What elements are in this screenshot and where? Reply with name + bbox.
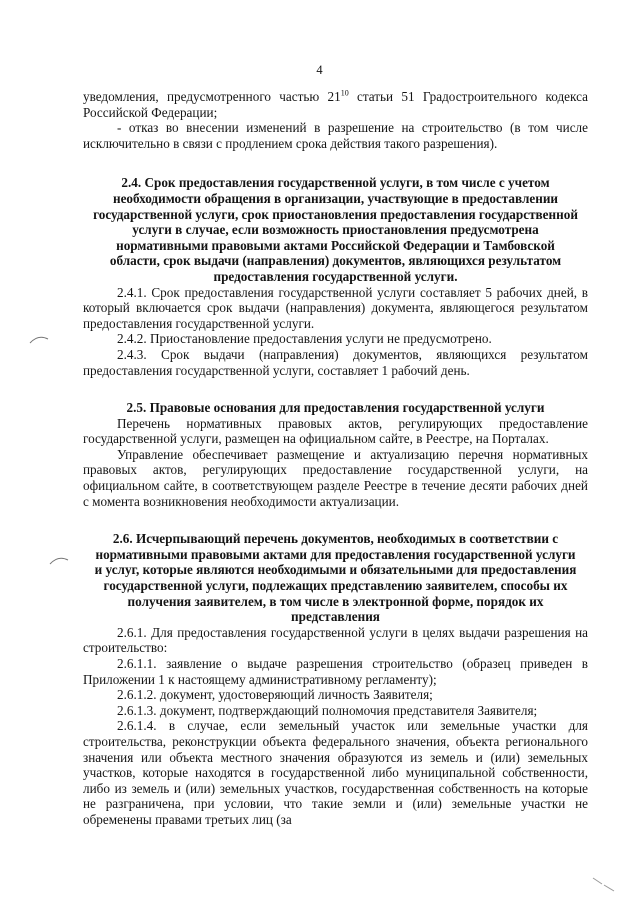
intro-text-1: уведомления, предусмотренного частью 21 <box>83 89 341 104</box>
intro-paragraph-1 <box>83 89 588 120</box>
section-2-5-heading: 2.5. Правовые основания для предоставления государственной услуги <box>126 400 545 416</box>
page-content <box>83 89 588 828</box>
section-2-6-1: 2.6.1. Для предоставления государственной услуги в целях выдачи разрешения на строительство: <box>83 624 588 656</box>
section-2-6-1-1: 2.6.1.1. заявление о выдаче разрешения строительство (образец приведен в Приложении 1 к настоящему административному регламенту); <box>83 656 588 687</box>
section-2-6-heading: 2.6. Исчерпывающий перечень документов, необходимых в соответствии с нормативными правовыми актами для предоставления государственной услуги и услуг, которые являются необходимыми и обязательными для предоставления государственной услуги, подлежащих представлению заявителем, способы их получения заявителем, в том числе в электронной форме, порядок их представления <box>94 531 577 625</box>
section-2-5-paragraph-2: Управление обеспечивает размещение и актуализацию перечня нормативных правовых актов, регулирующих предоставление государственной услуги, на официальном сайте, в соответствующем разделе Реестре в течение десяти рабочих дней с момента возникновения необходимости актуализации. <box>83 446 588 509</box>
punch-mark-top <box>28 333 50 345</box>
intro-text-1-rest: статьи 51 Градостроительного кодекса Российской Федерации; <box>83 89 588 120</box>
section-2-5-paragraph-1: Перечень нормативных правовых актов, регулирующих предоставление государственной услуги, размещен на официальном сайте, в Реестре, на Порталах. <box>83 415 588 447</box>
intro-superscript: 10 <box>340 88 349 98</box>
section-2-6-1-4: 2.6.1.4. в случае, если земельный участок или земельные участки для строительства, реконструкции объекта федерального значения, объекта регионального значения или объекта местного значения образуются из земель и (или) земельных участков, которые находятся в государственной либо муниципальной собственности, либо из земель и (или) земельных участков, государственная собственность на которые не разграничена, при условии, что такие земли и (или) земельные участки не обременены правами третьих лиц (за <box>83 718 588 827</box>
corner-scan-mark <box>590 875 620 893</box>
intro-paragraph-2: - отказ во внесении изменений в разрешение на строительство (в том числе исключительно в связи с продлением срока действия такого разрешения). <box>83 120 588 151</box>
section-2-4-heading: 2.4. Срок предоставления государственной услуги, в том числе с учетом необходимости обращения в организации, участвующие в предоставлении государственной услуги, срок приостановления предоставления государственной услуги в случае, если возможность приостановления предусмотрена нормативными правовыми актами Российской Федерации и Тамбовской области, срок выдачи (направления) документов, являющихся результатом предоставления государственной услуги. <box>93 175 578 284</box>
page-number: 4 <box>316 63 323 77</box>
section-2-4-3: 2.4.3. Срок выдачи (направления) документов, являющихся результатом предоставления государственной услуги, составляет 1 рабочий день. <box>83 346 588 378</box>
section-2-4-1: 2.4.1. Срок предоставления государственной услуги составляет 5 рабочих дней, в который включается срок выдачи (направления) документа, являющегося результатом предоставления государственной услуги. <box>83 284 588 331</box>
punch-mark-bottom <box>48 554 70 566</box>
section-2-4-2: 2.4.2. Приостановление предоставления услуги не предусмотрено. <box>117 331 492 347</box>
section-2-6-1-3: 2.6.1.3. документ, подтверждающий полномочия представителя Заявителя; <box>117 702 538 718</box>
section-2-6-1-2: 2.6.1.2. документ, удостоверяющий личность Заявителя; <box>117 687 433 703</box>
